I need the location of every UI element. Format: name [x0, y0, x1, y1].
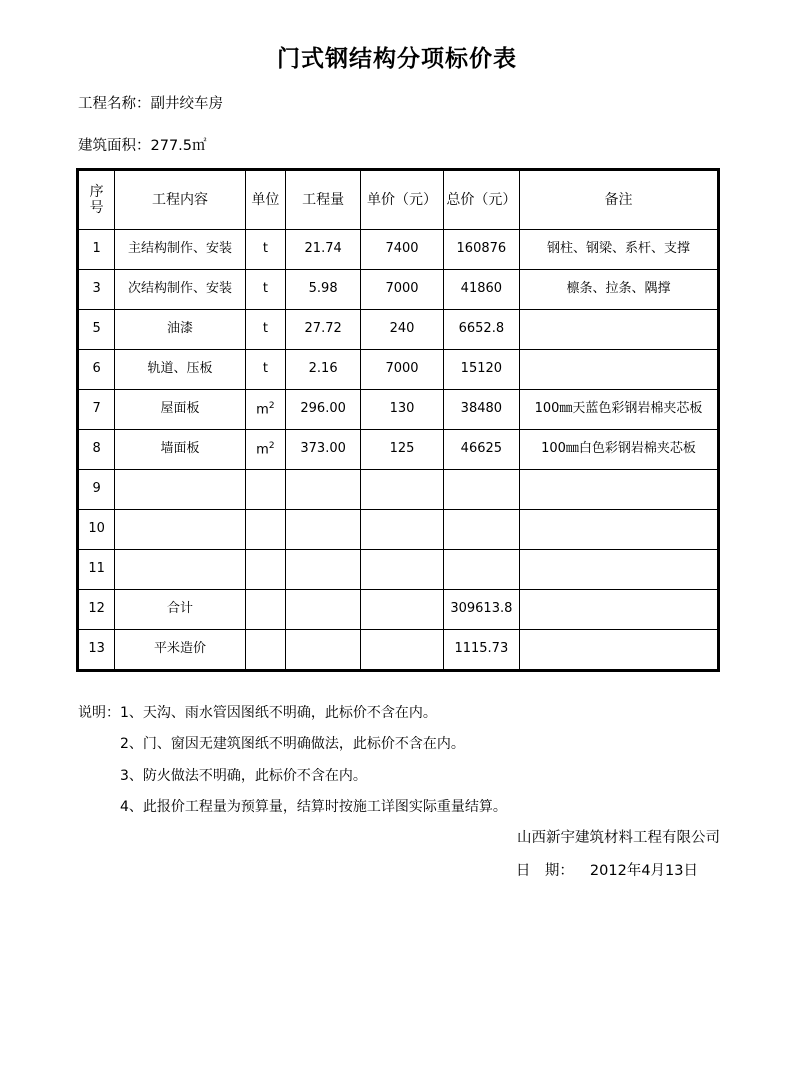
cell-total-price — [443, 470, 519, 510]
cell-remark: 檩条、拉条、隅撑 — [520, 270, 719, 310]
cell-total-price: 38480 — [443, 390, 519, 430]
column-header-total-price: 总价（元） — [443, 170, 519, 230]
cell-remark — [520, 310, 719, 350]
cell-total-price: 1115.73 — [443, 630, 519, 671]
cell-quantity — [285, 590, 360, 630]
column-header-no — [78, 170, 115, 230]
cell-quantity: 2.16 — [285, 350, 360, 390]
note-text: 1、天沟、雨水管因图纸不明确，此标价不含在内。 — [120, 705, 437, 721]
cell-remark — [520, 350, 719, 390]
cell-total-price: 309613.8 — [443, 590, 519, 630]
cell-no: 10 — [78, 510, 115, 550]
cell-no: 13 — [78, 630, 115, 671]
cell-quantity — [285, 630, 360, 671]
cell-total-price — [443, 510, 519, 550]
column-header-quantity: 工程量 — [285, 170, 360, 230]
cell-quantity: 5.98 — [285, 270, 360, 310]
column-header-item: 工程内容 — [115, 170, 246, 230]
table-row — [78, 270, 719, 310]
cell-item: 油漆 — [115, 310, 246, 350]
cell-unit: $m^2$ — [245, 390, 285, 430]
cell-total-price: 46625 — [443, 430, 519, 470]
note-item — [78, 769, 728, 784]
cell-remark — [520, 510, 719, 550]
cell-item: 屋面板 — [115, 390, 246, 430]
cell-total-price — [443, 550, 519, 590]
floor-area-line — [78, 134, 207, 155]
note-text: 3、防火做法不明确，此标价不含在内。 — [120, 767, 367, 784]
cell-unit — [245, 550, 285, 590]
cell-unit-price: 7400 — [361, 230, 443, 270]
cell-unit-price — [361, 550, 443, 590]
cell-no: 11 — [78, 550, 115, 590]
notes-section — [78, 706, 728, 832]
note-item — [78, 737, 728, 752]
column-header-remark: 备注 — [520, 170, 719, 230]
cell-unit-price: 7000 — [361, 350, 443, 390]
note-item — [78, 800, 728, 815]
cell-unit-price — [361, 590, 443, 630]
cell-remark: 钢柱、钢梁、系杆、支撑 — [520, 230, 719, 270]
cell-unit: t — [245, 270, 285, 310]
cell-no: 3 — [78, 270, 115, 310]
project-name-label: 工程名称： — [78, 96, 151, 112]
cell-item: 主结构制作、安装 — [115, 230, 246, 270]
note-item — [78, 706, 728, 721]
table-row — [78, 230, 719, 270]
page-title: 门式钢结构分项标价表 — [277, 45, 517, 72]
project-name-value: 副井绞车房 — [150, 96, 223, 112]
cell-item — [115, 470, 246, 510]
cell-unit-price — [361, 470, 443, 510]
table-row — [78, 390, 719, 430]
cell-total-price: 160876 — [443, 230, 519, 270]
cell-unit-price: 125 — [361, 430, 443, 470]
cell-unit-price — [361, 510, 443, 550]
cell-unit-price: 130 — [361, 390, 443, 430]
table-row — [78, 590, 719, 630]
cell-remark — [520, 590, 719, 630]
table-body — [78, 230, 719, 671]
cell-unit-price — [361, 630, 443, 671]
cell-no: 8 — [78, 430, 115, 470]
floor-area-value: 277.5㎡ — [150, 138, 207, 154]
cell-quantity — [285, 470, 360, 510]
table-row — [78, 350, 719, 390]
cell-item — [115, 550, 246, 590]
project-name-line — [78, 92, 223, 113]
column-header-unit: 单位 — [245, 170, 285, 230]
cell-remark: 100㎜白色彩钢岩棉夹芯板 — [520, 430, 719, 470]
cell-total-price: 15120 — [443, 350, 519, 390]
cell-item: 次结构制作、安装 — [115, 270, 246, 310]
table-row — [78, 630, 719, 671]
cell-unit — [245, 630, 285, 671]
table-header-row — [78, 170, 719, 230]
table-row — [78, 510, 719, 550]
note-text: 4、此报价工程量为预算量，结算时按施工详图实际重量结算。 — [120, 799, 507, 816]
cell-item: 合计 — [115, 590, 246, 630]
cell-no: 7 — [78, 390, 115, 430]
cell-no: 6 — [78, 350, 115, 390]
column-header-no-line2: 号 — [89, 200, 104, 216]
cell-quantity: 27.72 — [285, 310, 360, 350]
cell-remark: 100㎜天蓝色彩钢岩棉夹芯板 — [520, 390, 719, 430]
company-name: 山西新宇建筑材料工程有限公司 — [517, 830, 720, 846]
cell-unit — [245, 510, 285, 550]
cell-remark — [520, 550, 719, 590]
table-row — [78, 470, 719, 510]
cell-item — [115, 510, 246, 550]
cell-unit: t — [245, 310, 285, 350]
note-text: 2、门、窗因无建筑图纸不明确做法，此标价不含在内。 — [120, 736, 465, 753]
cell-unit-price: 7000 — [361, 270, 443, 310]
cell-item: 墙面板 — [115, 430, 246, 470]
cell-total-price: 41860 — [443, 270, 519, 310]
cell-no: 12 — [78, 590, 115, 630]
cell-no: 5 — [78, 310, 115, 350]
cell-unit: $m^2$ — [245, 430, 285, 470]
cell-unit-price: 240 — [361, 310, 443, 350]
cell-unit: t — [245, 350, 285, 390]
table-row — [78, 430, 719, 470]
cell-item: 轨道、压板 — [115, 350, 246, 390]
cell-quantity — [285, 550, 360, 590]
column-header-no-line1: 序 — [89, 183, 104, 200]
cell-quantity: 296.00 — [285, 390, 360, 430]
table-row — [78, 310, 719, 350]
cell-unit — [245, 470, 285, 510]
column-header-unit-price: 单价（元） — [361, 170, 443, 230]
cell-unit — [245, 590, 285, 630]
floor-area-label: 建筑面积： — [78, 138, 151, 154]
table-row — [78, 550, 719, 590]
cell-remark — [520, 630, 719, 671]
date-label: 日 期： — [515, 863, 574, 879]
cell-no: 1 — [78, 230, 115, 270]
cell-remark — [520, 470, 719, 510]
table-header — [78, 170, 719, 230]
cell-no: 9 — [78, 470, 115, 510]
price-breakdown-table — [76, 168, 720, 672]
cell-total-price: 6652.8 — [443, 310, 519, 350]
date-value: 2012年4月13日 — [589, 863, 698, 879]
cell-item: 平米造价 — [115, 630, 246, 671]
cell-quantity: 21.74 — [285, 230, 360, 270]
cell-quantity: 373.00 — [285, 430, 360, 470]
notes-prefix: 说明： — [78, 705, 120, 721]
cell-quantity — [285, 510, 360, 550]
cell-unit: t — [245, 230, 285, 270]
signature-date-line — [516, 859, 698, 880]
